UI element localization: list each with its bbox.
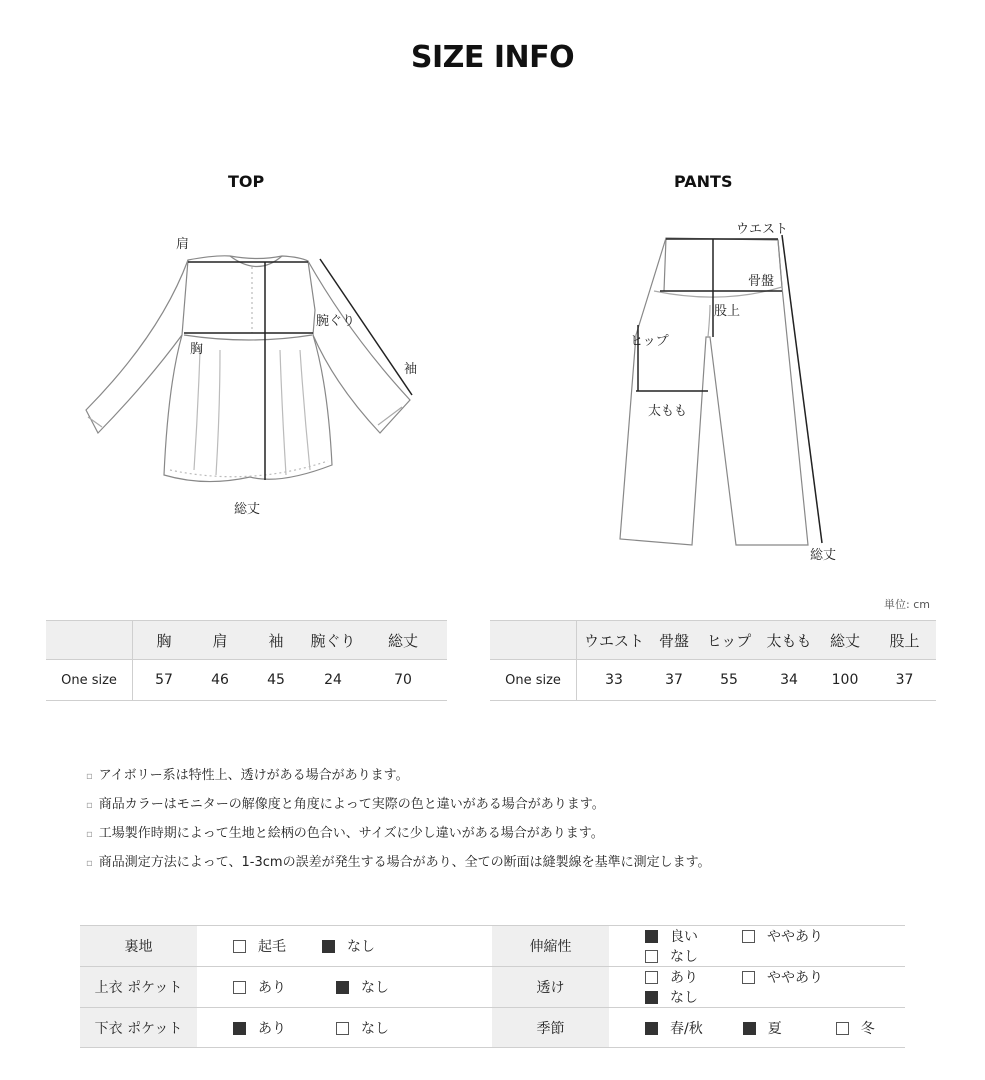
fabric-option	[742, 926, 823, 946]
table-header-row	[490, 621, 936, 660]
fabric-option	[645, 1018, 703, 1038]
unit-note: 単位: cm	[884, 598, 930, 611]
note-item: ▫ アイボリー系は特性上、透けがある場合があります。	[86, 762, 711, 791]
top-size-table	[46, 620, 447, 701]
top-garment-diagram	[80, 225, 440, 525]
fabric-option-label: 起毛	[258, 939, 286, 955]
label-armhole: 腕ぐり	[316, 314, 356, 329]
fabric-option	[336, 1018, 389, 1038]
fabric-row	[80, 926, 905, 967]
fabric-option	[645, 987, 698, 1007]
table-row-label: One size	[46, 660, 133, 701]
top-heading: TOP	[228, 172, 265, 191]
checkbox-checked-icon	[645, 991, 658, 1004]
note-item: ▫ 商品測定方法によって、1-3cmの誤差が発生する場合があり、全ての断面は縫製線を基準に測定します。	[86, 849, 711, 878]
checkbox-icon	[742, 930, 755, 943]
fabric-key: 季節	[492, 1008, 609, 1048]
label-waist: ウエスト	[736, 222, 789, 237]
fabric-option-label: あり	[258, 980, 286, 996]
table-cell: 55	[697, 660, 761, 701]
table-cell: 33	[577, 660, 652, 701]
table-cell: 100	[817, 660, 873, 701]
fabric-key: 裏地	[80, 926, 197, 967]
fabric-option-label: あり	[670, 970, 698, 986]
note-item: ▫ 工場製作時期によって生地と絵柄の色合い、サイズに少し違いがある場合があります。	[86, 820, 711, 849]
table-cell: 70	[359, 660, 447, 701]
table-header-cell: 総丈	[359, 621, 447, 660]
table-header-cell: ヒップ	[697, 621, 761, 660]
table-cell: 34	[761, 660, 817, 701]
fabric-row	[80, 967, 905, 1008]
fabric-option	[336, 977, 389, 997]
fabric-option	[233, 1018, 286, 1038]
checkbox-checked-icon	[322, 940, 335, 953]
checkbox-icon	[645, 971, 658, 984]
checkbox-checked-icon	[336, 981, 349, 994]
table-header-cell: 袖	[245, 621, 307, 660]
table-header-cell: 総丈	[817, 621, 873, 660]
fabric-option-label: 春/秋	[670, 1020, 703, 1037]
fabric-key: 透け	[492, 967, 609, 1008]
fabric-options	[197, 1008, 492, 1048]
label-sleeve: 袖	[404, 362, 418, 377]
page-title: SIZE INFO	[410, 40, 575, 75]
pants-size-table	[490, 620, 936, 701]
label-chest: 胸	[190, 342, 204, 357]
table-row	[46, 660, 447, 701]
checkbox-icon	[233, 940, 246, 953]
checkbox-checked-icon	[233, 1022, 246, 1035]
fabric-option-label: あり	[258, 1020, 286, 1037]
checkbox-icon	[336, 1022, 349, 1035]
table-header-cell: 太もも	[761, 621, 817, 660]
fabric-options	[609, 926, 905, 967]
fabric-option-label: 良い	[670, 929, 698, 945]
fabric-option	[742, 967, 823, 987]
fabric-option	[645, 946, 698, 966]
table-row	[490, 660, 936, 701]
table-header-cell: 腕ぐり	[307, 621, 359, 660]
fabric-key: 伸縮性	[492, 926, 609, 967]
fabric-option	[233, 977, 286, 997]
pants-diagram	[610, 225, 840, 560]
fabric-option	[836, 1018, 875, 1038]
label-hip: ヒップ	[630, 334, 669, 349]
fabric-row	[80, 1008, 905, 1048]
label-top-length: 総丈	[234, 502, 261, 517]
fabric-options	[609, 1008, 905, 1048]
fabric-option	[645, 926, 698, 946]
fabric-option-label: ややあり	[767, 970, 823, 986]
fabric-options	[609, 967, 905, 1008]
fabric-option-label: なし	[670, 949, 698, 965]
checkbox-icon	[233, 981, 246, 994]
table-header-row	[46, 621, 447, 660]
label-thigh: 太もも	[648, 404, 688, 419]
fabric-options	[197, 926, 492, 967]
label-shoulder: 肩	[176, 237, 190, 252]
note-item: ▫ 商品カラーはモニターの解像度と角度によって実際の色と違いがある場合があります。	[86, 791, 711, 820]
table-cell: 46	[195, 660, 245, 701]
table-header-cell	[46, 621, 133, 660]
fabric-option	[645, 967, 698, 987]
label-pants-length: 総丈	[810, 548, 837, 563]
fabric-info-table	[80, 925, 905, 1048]
table-cell: 45	[245, 660, 307, 701]
fabric-option-label: 冬	[860, 1020, 875, 1037]
checkbox-checked-icon	[743, 1022, 756, 1035]
checkbox-checked-icon	[645, 1022, 658, 1035]
table-header-cell: ウエスト	[577, 621, 652, 660]
table-header-cell: 胸	[133, 621, 196, 660]
label-rise-hip: 骨盤	[748, 274, 775, 289]
table-cell: 24	[307, 660, 359, 701]
fabric-key: 下衣 ポケット	[80, 1008, 197, 1048]
fabric-option	[233, 936, 286, 956]
fabric-option-label: 夏	[767, 1020, 782, 1037]
fabric-option-label: なし	[670, 990, 698, 1006]
fabric-option-label: なし	[347, 939, 375, 955]
label-rise: 股上	[714, 304, 741, 319]
fabric-option	[322, 936, 375, 956]
pants-heading: PANTS	[674, 172, 733, 191]
checkbox-icon	[836, 1022, 849, 1035]
checkbox-icon	[742, 971, 755, 984]
table-cell: 37	[651, 660, 697, 701]
table-cell: 57	[133, 660, 196, 701]
fabric-option-label: なし	[361, 980, 389, 996]
table-row-label: One size	[490, 660, 577, 701]
table-header-cell: 股上	[873, 621, 936, 660]
table-cell: 37	[873, 660, 936, 701]
table-header-cell	[490, 621, 577, 660]
checkbox-checked-icon	[645, 930, 658, 943]
fabric-key: 上衣 ポケット	[80, 967, 197, 1008]
checkbox-icon	[645, 950, 658, 963]
fabric-option-label: なし	[361, 1020, 389, 1037]
fabric-options	[197, 967, 492, 1008]
fabric-option-label: ややあり	[767, 929, 823, 945]
table-header-cell: 骨盤	[651, 621, 697, 660]
table-header-cell: 肩	[195, 621, 245, 660]
notes-list	[86, 762, 711, 878]
fabric-option	[743, 1018, 782, 1038]
